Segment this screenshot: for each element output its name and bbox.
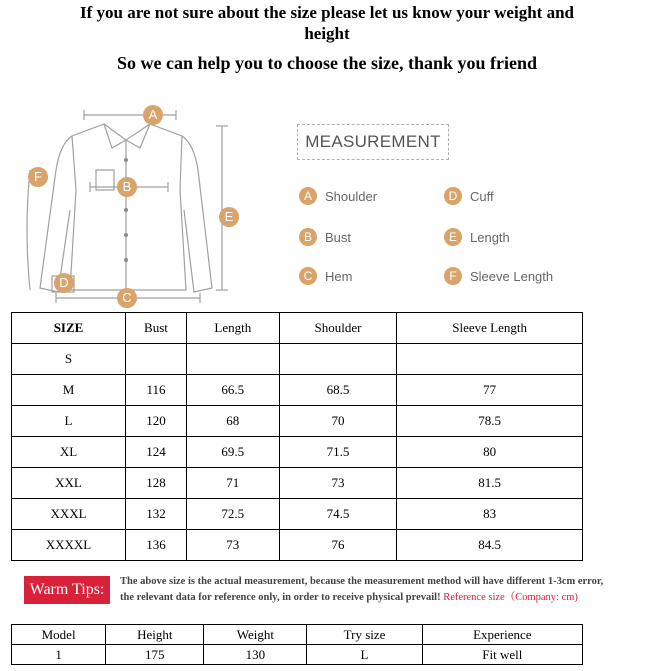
table-cell: 1 [12,645,106,665]
header-height: Height [106,625,204,645]
heading-size-help: If you are not sure about the size please let us know your weight and height [80,3,574,43]
table-cell: 68 [186,406,279,437]
table-cell [186,344,279,375]
header-try-size: Try size [307,625,422,645]
measurement-diagram [0,100,654,312]
table-cell: 78.5 [397,406,583,437]
header-model: Model [12,625,106,645]
table-cell: XXXXL [12,530,126,561]
legend-label: Cuff [470,188,494,204]
table-row [12,375,583,406]
table-cell: 130 [204,645,307,665]
table-cell [126,344,187,375]
model-table-header-row [12,625,583,645]
table-cell: 77 [397,375,583,406]
table-cell: XXL [12,468,126,499]
badge-e: E [219,207,239,227]
table-cell: 128 [126,468,187,499]
legend-sleeve-length [444,266,553,286]
legend-label: Bust [325,229,352,245]
badge-b: B [117,177,137,197]
size-table-header-row [12,313,583,344]
badge-d: D [54,273,74,293]
table-cell [279,344,397,375]
table-cell: 73 [279,468,397,499]
table-cell: 68.5 [279,375,397,406]
table-cell: 74.5 [279,499,397,530]
header-sleeve-length: Sleeve Length [397,313,583,344]
table-cell: 175 [106,645,204,665]
shirt-outline-icon [0,100,260,312]
table-cell: 120 [126,406,187,437]
table-cell: M [12,375,126,406]
table-row [12,468,583,499]
table-cell: 124 [126,437,187,468]
legend-label: Length [470,229,510,245]
legend-badge-f: F [444,267,462,285]
table-cell: 70 [279,406,397,437]
table-cell: 69.5 [186,437,279,468]
warm-tips-text [120,574,654,606]
table-cell: 116 [126,375,187,406]
table-cell: S [12,344,126,375]
table-row [12,437,583,468]
table-row [12,645,583,665]
legend-badge-a: A [299,187,317,205]
legend-label: Sleeve Length [470,268,554,284]
table-row [12,499,583,530]
header-bust: Bust [126,313,187,344]
badge-a: A [143,105,163,125]
header-size: SIZE [12,313,126,344]
table-cell: 76 [279,530,397,561]
legend-badge-e: E [444,228,462,246]
legend-shoulder [299,186,377,206]
table-cell: 81.5 [397,468,583,499]
warm-tips-line2: the relevant data for reference only, in order to receive physical prevail! [120,592,441,603]
table-cell: 66.5 [186,375,279,406]
legend-badge-b: B [299,228,317,246]
table-cell: Fit well [422,645,582,665]
legend-hem [299,266,352,286]
warm-tips-label: Warm Tips: [24,576,110,604]
header-experience: Experience [422,625,582,645]
legend-label: Hem [325,268,353,284]
legend-label: Shoulder [325,188,378,204]
model-table [11,624,583,665]
legend-bust [299,227,351,247]
model-table-body [12,645,583,665]
table-cell: XL [12,437,126,468]
size-table-body [12,344,583,561]
measurement-title: MEASUREMENT [297,124,449,160]
table-row [12,406,583,437]
table-row [12,344,583,375]
heading-help-choose: So we can help you to choose the size, thank you friend [116,53,538,73]
header-shoulder: Shoulder [279,313,397,344]
legend-badge-c: C [299,267,317,285]
table-cell: 136 [126,530,187,561]
table-cell: 80 [397,437,583,468]
header-weight: Weight [204,625,307,645]
table-row [12,530,583,561]
table-cell: 84.5 [397,530,583,561]
badge-f: F [28,167,48,187]
header-length: Length [186,313,279,344]
table-cell: 71 [186,468,279,499]
table-cell: 73 [186,530,279,561]
legend-cuff [444,186,494,206]
warm-tips-line1: The above size is the actual measurement, because the measurement method will have different 1-3cm error, [120,576,604,587]
reference-size: Reference size（Company: cm) [443,592,578,603]
table-cell: 83 [397,499,583,530]
table-cell: XXXL [12,499,126,530]
legend-length [444,227,510,247]
size-table [11,312,583,561]
table-cell [397,344,583,375]
table-cell: 72.5 [186,499,279,530]
table-cell: L [307,645,422,665]
badge-c: C [117,288,137,308]
table-cell: L [12,406,126,437]
warm-tips [24,574,654,610]
warm-tips-line2-wrap [120,590,654,606]
table-cell: 132 [126,499,187,530]
table-cell: 71.5 [279,437,397,468]
legend-badge-d: D [444,187,462,205]
